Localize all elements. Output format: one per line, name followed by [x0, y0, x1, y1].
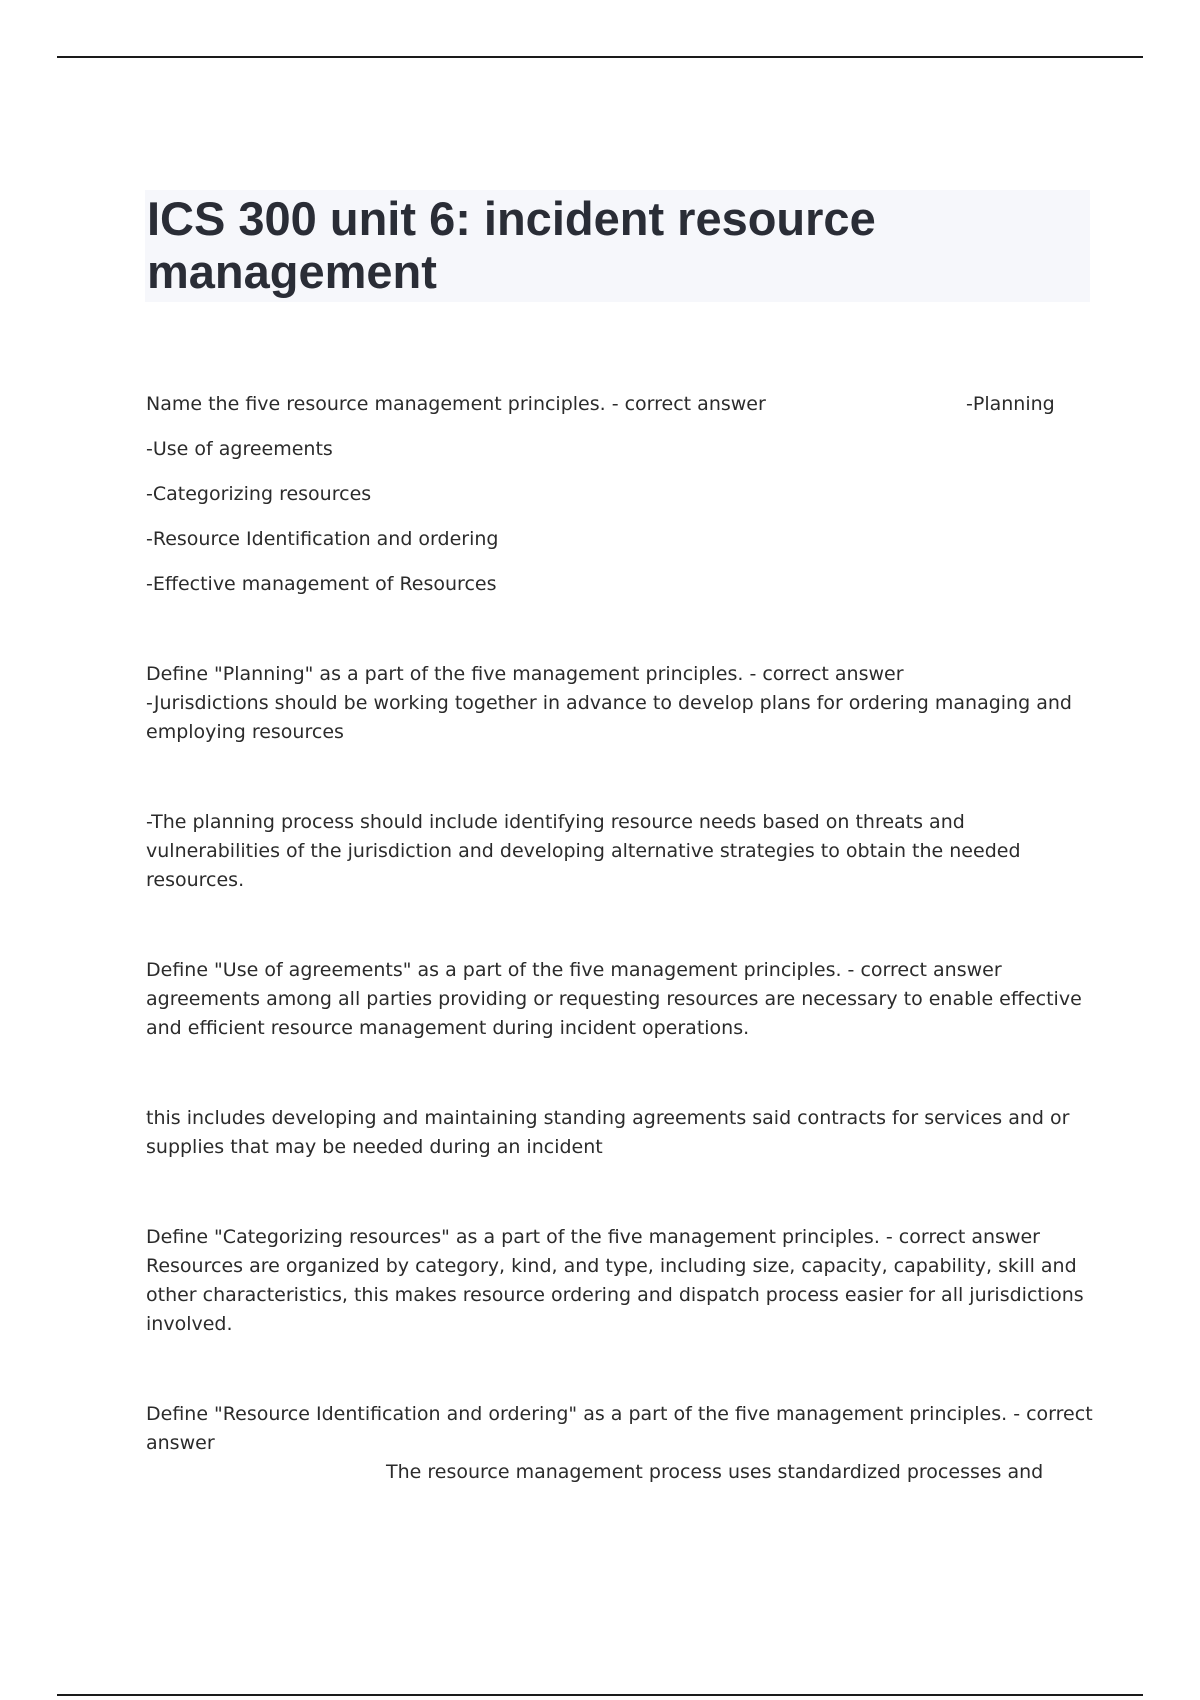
q1-question: Name the five resource management principles. - correct answer [146, 393, 766, 415]
q1-first-answer: -Planning [966, 393, 1055, 415]
q4-answer: Resources are organized by category, kind, and type, including size, capacity, capability, skill and other characteristics, this makes resource ordering and dispatch process easier for all jurisdictions involved. [146, 1255, 1084, 1335]
page-title: ICS 300 unit 6: incident resource management [147, 192, 876, 298]
q1-item-2: -Categorizing resources [146, 483, 372, 505]
q2-question: Define "Planning" as a part of the five management principles. - correct answer [146, 663, 904, 685]
q3-answer-2: this includes developing and maintaining standing agreements said contracts for services and or supplies that may be needed during an incident [146, 1107, 1070, 1158]
q1-item-1: -Use of agreements [146, 438, 333, 460]
q2-answer-2: -The planning process should include identifying resource needs based on threats and vulnerabilities of the jurisdiction and developing alternative strategies to obtain the needed resources. [146, 811, 1021, 891]
q3-answer-1: agreements among all parties providing or requesting resources are necessary to enable effective and efficient resource management during incident operations. [146, 988, 1082, 1039]
q5-question: Define "Resource Identification and ordering" as a part of the five management principles. - correct answer [146, 1403, 1093, 1454]
document-body [146, 390, 1096, 1487]
q1-item-4: -Effective management of Resources [146, 573, 497, 595]
q1-item-3: -Resource Identification and ordering [146, 528, 499, 550]
q2-answer-1: -Jurisdictions should be working together in advance to develop plans for ordering managing and employing resources [146, 692, 1072, 743]
q5-answer-line [146, 1458, 1096, 1487]
q1-line [146, 390, 1096, 419]
top-rule [57, 56, 1143, 58]
q3-question: Define "Use of agreements" as a part of the five management principles. - correct answer [146, 959, 1002, 981]
bottom-rule [57, 1694, 1143, 1696]
q5-answer: The resource management process uses standardized processes and [386, 1461, 1044, 1483]
q4-question: Define "Categorizing resources" as a part of the five management principles. - correct answer [146, 1226, 1040, 1248]
